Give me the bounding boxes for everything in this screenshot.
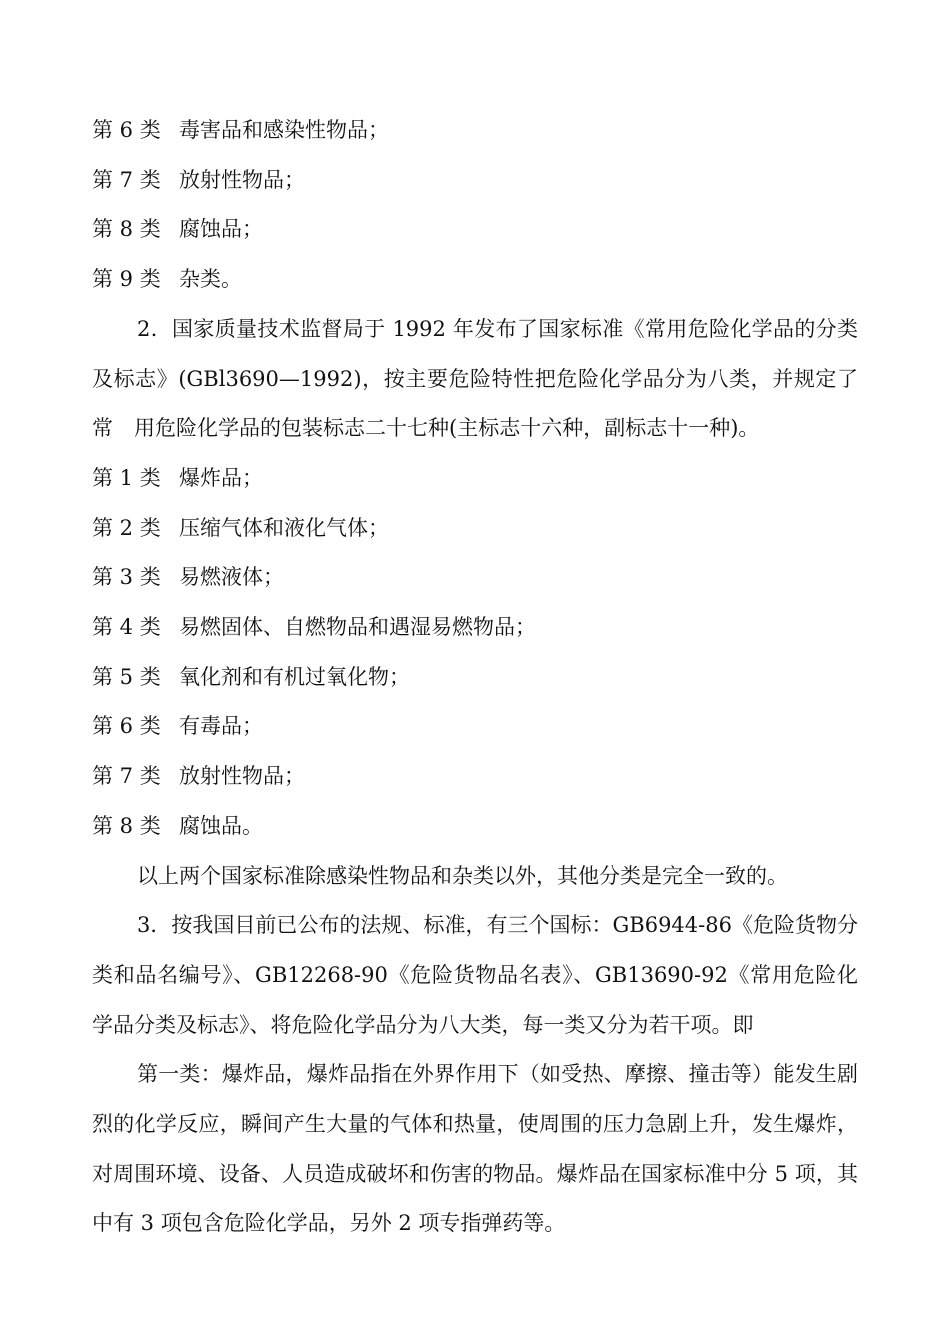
list-item — [92, 504, 858, 554]
class-number: 第 7 类 — [92, 764, 161, 789]
list-item — [92, 205, 858, 255]
document-body — [92, 106, 858, 1249]
class-number: 第 9 类 — [92, 267, 161, 292]
class-description: 氧化剂和有机过氧化物； — [179, 664, 410, 689]
list-item — [92, 106, 858, 156]
class-description: 有毒品； — [179, 714, 263, 739]
list-item — [92, 802, 858, 852]
class-number: 第 8 类 — [92, 813, 161, 838]
summary-paragraph: 以上两个国家标准除感染性物品和杂类以外，其他分类是完全一致的。 — [137, 863, 788, 888]
paragraph-national-standards: 3．按我国目前已公布的法规、标准，有三个国标：GB6944-86《危险货物分类和品名编号》、GB12268-90《危险货物品名表》、GB13690-92《常用危险化学品分类及标志》、将危险化学品分为八大类，每一类又分为若干项。即 — [92, 913, 858, 1037]
class-description: 腐蚀品； — [179, 217, 263, 242]
class-description: 易燃固体、自燃物品和遇湿易燃物品； — [179, 615, 536, 640]
class-number: 第 2 类 — [92, 515, 161, 540]
class-description: 爆炸品； — [179, 465, 263, 490]
list-item — [92, 702, 858, 752]
list-item — [92, 454, 858, 504]
list-item — [92, 156, 858, 206]
class-number: 第 8 类 — [92, 217, 161, 242]
class-description: 放射性物品； — [179, 764, 305, 789]
list-item — [92, 653, 858, 703]
paragraph-gb13690: 2．国家质量技术监督局于 1992 年发布了国家标准《常用危险化学品的分类及标志》(GBl3690—1992)，按主要危险特性把危险化学品分为八类，并规定了常 用危险化学品的包装标志二十七种(主标志十六种，副标志十一种)。 — [92, 316, 858, 441]
class-number: 第 5 类 — [92, 664, 161, 689]
class-number: 第 6 类 — [92, 714, 161, 739]
list-item — [92, 255, 858, 305]
class-description: 杂类。 — [179, 267, 242, 292]
list-item — [92, 603, 858, 653]
class-description: 腐蚀品。 — [179, 813, 263, 838]
class-number: 第 3 类 — [92, 565, 161, 590]
class-number: 第 7 类 — [92, 167, 161, 192]
class-description: 毒害品和感染性物品； — [179, 118, 389, 142]
list-item — [92, 553, 858, 603]
class-description: 放射性物品； — [179, 167, 305, 192]
class-number: 第 6 类 — [92, 118, 161, 142]
class-description: 压缩气体和液化气体； — [179, 515, 389, 540]
class-number: 第 4 类 — [92, 615, 161, 640]
class-description: 易燃液体； — [179, 565, 284, 590]
list-item — [92, 752, 858, 802]
paragraph-explosives: 第一类：爆炸品，爆炸品指在外界作用下（如受热、摩擦、撞击等）能发生剧烈的化学反应，瞬间产生大量的气体和热量，使周围的压力急剧上升，发生爆炸，对周围环境、设备、人员造成破坏和伤害的物品。爆炸品在国家标准中分 5 项，其中有 3 项包含危险化学品，另外 2 项专指弹药等。 — [92, 1062, 858, 1236]
class-number: 第 1 类 — [92, 465, 161, 490]
